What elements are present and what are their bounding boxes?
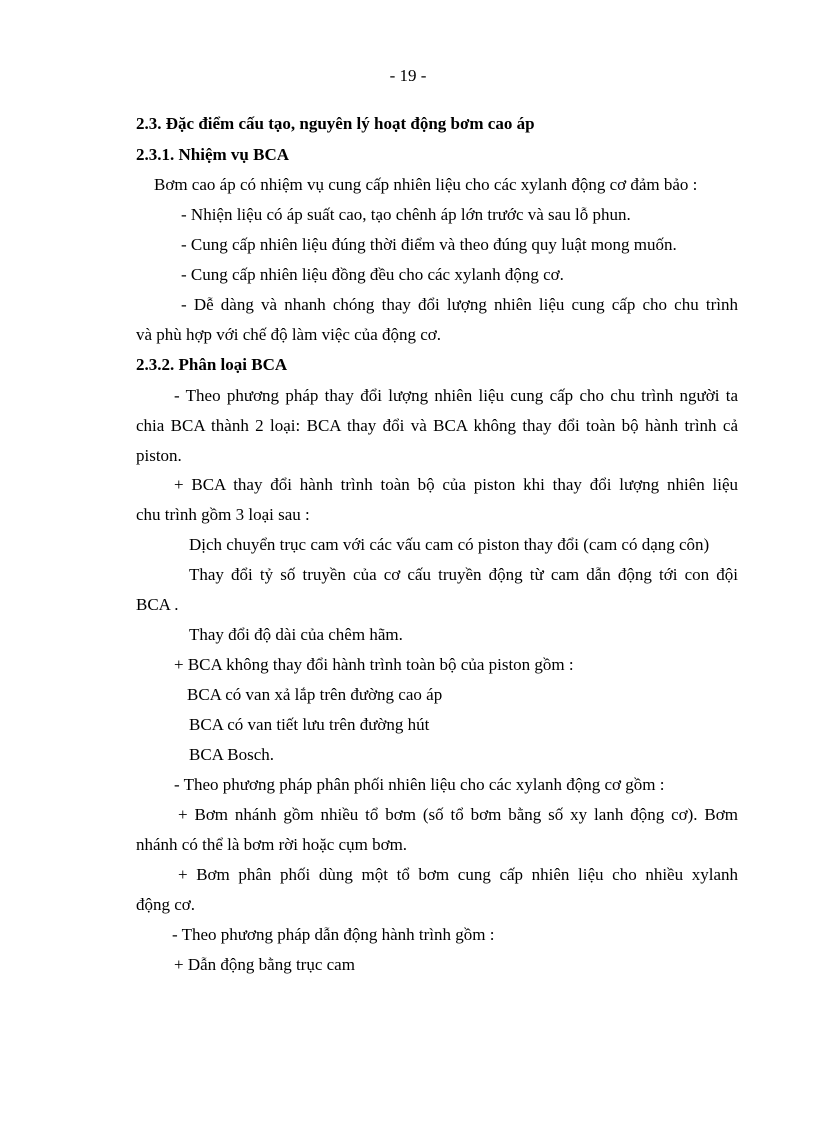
paragraph-line: + Dẫn động bằng trục cam [174,955,355,974]
paragraph-line: - Theo phương pháp thay đổi lượng nhiên liệu cung cấp cho chu trình người ta [174,386,738,405]
list-item: Thay đổi độ dài của chêm hãm. [189,625,403,644]
list-item: Dịch chuyển trục cam với các vấu cam có piston thay đổi (cam có dạng côn) [189,535,710,554]
paragraph-line: + Bơm phân phối dùng một tổ bơm cung cấp nhiên liệu cho nhiều xylanh [178,865,738,884]
paragraph-line: + Bơm nhánh gồm nhiều tổ bơm (số tổ bơm bằng số xy lanh động cơ). Bơm [178,805,738,824]
subsection-heading-2: 2.3.2. Phân loại BCA [136,355,288,374]
bullet-item-continuation: và phù hợp với chế độ làm việc của động cơ. [136,325,442,344]
paragraph-line: động cơ. [136,895,196,914]
page-number: - 19 - [389,66,427,85]
intro-paragraph: Bơm cao áp có nhiệm vụ cung cấp nhiên liệu cho các xylanh động cơ đảm bảo : [154,175,698,194]
section-heading: 2.3. Đặc điểm cấu tạo, nguyên lý hoạt động bơm cao áp [136,114,535,133]
paragraph-line: chu trình gồm 3 loại sau : [136,505,310,524]
bullet-item: - Dễ dàng và nhanh chóng thay đổi lượng nhiên liệu cung cấp cho chu trình [181,295,738,314]
list-item-continuation: BCA . [136,595,179,614]
paragraph-line: - Theo phương pháp phân phối nhiên liệu cho các xylanh động cơ gồm : [174,775,665,794]
bullet-item: - Cung cấp nhiên liệu đồng đều cho các xylanh động cơ. [181,265,564,284]
list-item: Thay đổi tỷ số truyền của cơ cấu truyền động từ cam dẫn động tới con đội [189,565,738,584]
paragraph-line: + BCA thay đổi hành trình toàn bộ của piston khi thay đổi lượng nhiên liệu [174,475,738,494]
paragraph-line: nhánh có thể là bơm rời hoặc cụm bơm. [136,835,408,854]
paragraph-line: + BCA không thay đổi hành trình toàn bộ của piston gồm : [174,655,574,674]
bullet-item: - Nhiện liệu có áp suất cao, tạo chênh áp lớn trước và sau lỗ phun. [181,205,631,224]
subsection-heading-1: 2.3.1. Nhiệm vụ BCA [136,145,290,164]
paragraph-line: chia BCA thành 2 loại: BCA thay đổi và BCA không thay đổi toàn bộ hành trình cả [136,416,738,435]
list-item: BCA có van tiết lưu trên đường hút [189,715,430,734]
list-item: BCA Bosch. [189,745,275,764]
bullet-item: - Cung cấp nhiên liệu đúng thời điểm và theo đúng quy luật mong muốn. [181,235,677,254]
paragraph-line: piston. [136,446,182,465]
paragraph-line: - Theo phương pháp dẫn động hành trình gồm : [172,925,495,944]
list-item: BCA có van xả lắp trên đường cao áp [187,685,443,704]
